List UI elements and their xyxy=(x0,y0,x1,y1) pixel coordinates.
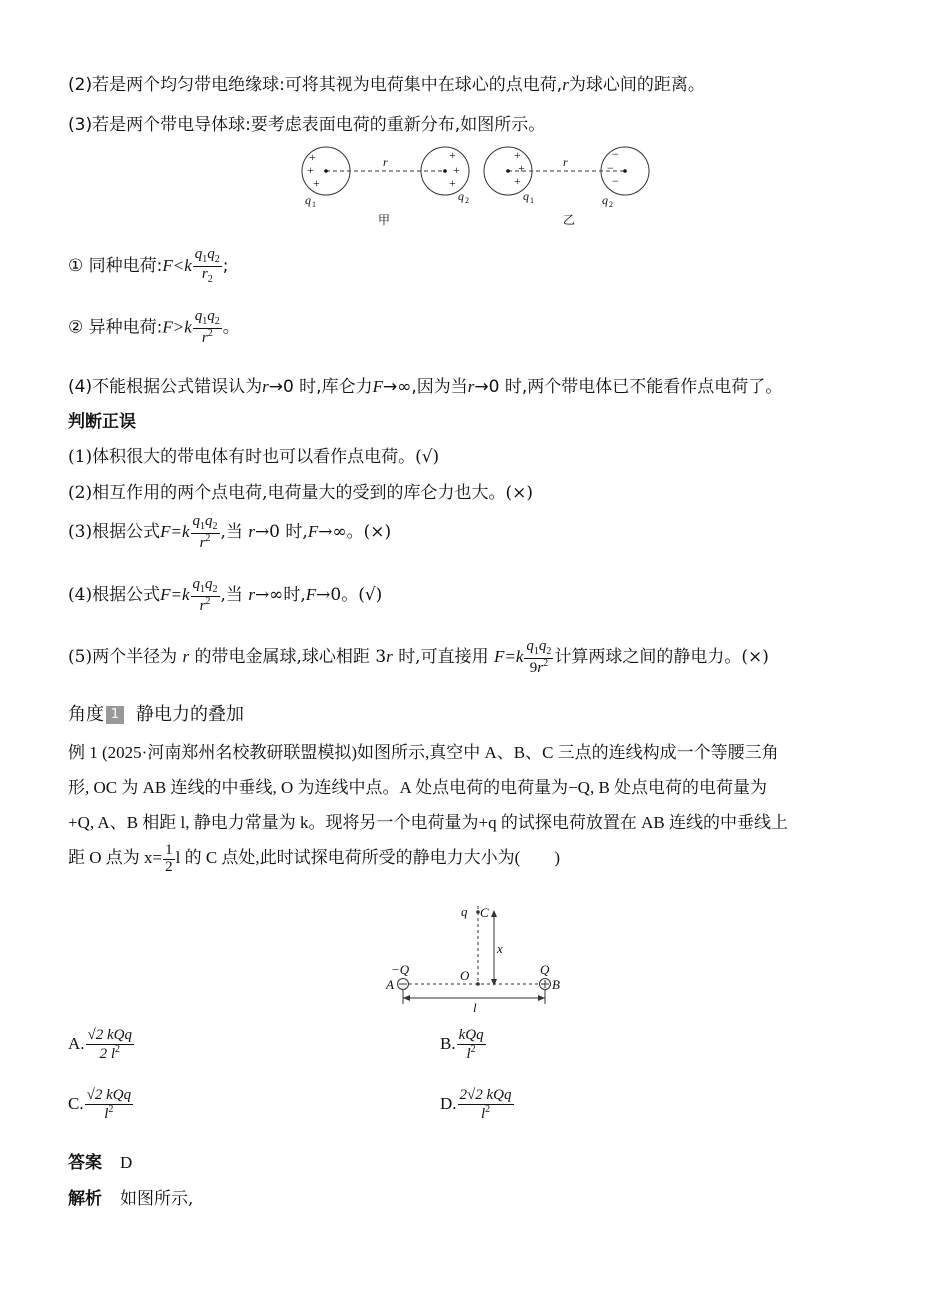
angle-label: 角度 xyxy=(68,704,104,725)
text: →0 时,库仑力 xyxy=(268,377,373,397)
angle-title: 静电力的叠加 xyxy=(136,704,244,725)
text: (3)根据公式 xyxy=(68,522,161,543)
var-r: r xyxy=(248,522,255,542)
den: l xyxy=(104,1105,109,1122)
formula: F=k xyxy=(494,647,524,667)
paragraph-3-text: (3)若是两个带电导体球:要考虑表面电荷的重新分布,如图所示。 xyxy=(68,115,546,135)
option-a-label: A. xyxy=(68,1034,85,1054)
sup: 2 xyxy=(205,595,211,607)
paragraph-2-text: (2)若是两个均匀带电绝缘球:可将其视为电荷集中在球心的点电荷, xyxy=(68,75,563,95)
var-r: r xyxy=(386,647,393,667)
inequality: F<k xyxy=(162,256,192,275)
formula: F=k xyxy=(160,585,190,605)
point-A-label: A xyxy=(386,977,394,992)
judge-item-2: (2)相互作用的两个点电荷,电荷量大的受到的库仑力也大。(×) xyxy=(68,483,533,503)
option-a[interactable] xyxy=(68,1028,135,1063)
minus-sign: − xyxy=(607,161,614,175)
fraction xyxy=(193,309,222,346)
sub: 2 xyxy=(207,273,213,285)
q-label: q xyxy=(461,904,468,919)
q2-label: q xyxy=(602,193,608,207)
text: (4)根据公式 xyxy=(68,585,161,606)
den: l xyxy=(480,1105,486,1122)
fraction xyxy=(191,514,220,551)
analysis-row xyxy=(68,1184,193,1209)
option-b-fraction xyxy=(457,1028,486,1063)
var-r: r xyxy=(467,377,475,396)
den: 2 xyxy=(165,858,173,875)
var-r: r xyxy=(182,647,190,667)
case-same-charge xyxy=(68,247,229,285)
punct: 。 xyxy=(222,317,240,338)
q1: q xyxy=(194,308,203,324)
sub: 2 xyxy=(214,316,220,327)
text: →∞时, xyxy=(254,585,306,606)
figure-triangle-charges xyxy=(383,898,573,1018)
option-c-label: C. xyxy=(68,1094,84,1114)
sub: 1 xyxy=(533,646,539,657)
example-line-2: 形, OC 为 AB 连线的中垂线, O 为连线中点。A 处点电荷的电荷量为−Q, B 处点电荷的电荷量为 xyxy=(68,778,768,797)
sup: 2 xyxy=(470,1043,476,1055)
text: l 的 C 点处,此时试探电荷所受的静电力大小为( ) xyxy=(175,848,561,868)
text: 距 O 点为 x= xyxy=(68,848,163,868)
q1-sub: 1 xyxy=(312,200,316,209)
analysis-text: 如图所示, xyxy=(120,1189,194,1209)
case-diff-charge xyxy=(68,309,240,346)
text: →∞,因为当 xyxy=(382,377,468,397)
analysis-label: 解析 xyxy=(68,1189,102,1209)
den-r: r xyxy=(201,329,208,346)
plus-sign: + xyxy=(309,150,316,164)
answer-label: 答案 xyxy=(68,1153,102,1173)
sub: 1 xyxy=(200,521,205,532)
point-B-label: B xyxy=(552,977,560,992)
q2: q xyxy=(205,576,213,592)
den-r: r xyxy=(201,265,208,282)
den: 2 l xyxy=(99,1045,115,1062)
q1-label: q xyxy=(523,189,529,203)
q1-sub: 1 xyxy=(530,196,534,205)
q1: q xyxy=(526,638,534,654)
den-r: r xyxy=(537,659,544,676)
label-jia: 甲 xyxy=(378,213,391,227)
option-d-fraction xyxy=(458,1088,514,1123)
figure-conductor-spheres xyxy=(295,142,660,234)
minus-Q-label: −Q xyxy=(391,962,410,977)
text: (4)不能根据公式错误认为 xyxy=(68,377,263,397)
angle-number-badge: 1 xyxy=(106,706,124,724)
text: 时,可直接用 xyxy=(398,647,489,668)
text: ,当 xyxy=(220,585,243,606)
sup: 2 xyxy=(205,532,211,544)
plus-sign: + xyxy=(449,176,456,190)
inequality: F>k xyxy=(162,317,192,337)
formula: F=k xyxy=(160,522,190,542)
plus-sign: + xyxy=(514,148,521,162)
example-line-4 xyxy=(68,843,560,876)
q1: q xyxy=(192,576,200,592)
den-r: r xyxy=(199,534,206,551)
option-d-label: D. xyxy=(440,1094,457,1114)
var-F: F xyxy=(307,522,319,542)
q2-sub: 2 xyxy=(465,196,469,205)
sup: 2 xyxy=(207,327,213,339)
text: (5)两个半径为 xyxy=(68,647,178,668)
var-F: F xyxy=(305,585,317,605)
fraction xyxy=(524,639,553,676)
var-r: r xyxy=(248,585,255,605)
fraction-half xyxy=(163,843,175,876)
answer-row xyxy=(68,1148,132,1173)
option-c[interactable] xyxy=(68,1088,134,1123)
option-c-fraction xyxy=(85,1088,133,1123)
var-r: r xyxy=(562,75,569,94)
sub: 2 xyxy=(212,521,218,532)
text: 的带电金属球,球心相距 3 xyxy=(194,647,387,668)
judge-item-3 xyxy=(68,514,391,551)
plus-sign: + xyxy=(518,161,525,175)
point-O-label: O xyxy=(460,968,470,983)
sup: 2 xyxy=(114,1043,120,1055)
sub: 2 xyxy=(214,254,220,265)
label-yi: 乙 xyxy=(563,213,576,227)
q1-label: q xyxy=(305,193,311,207)
text: →∞。(×) xyxy=(318,522,392,543)
point-C-label: C xyxy=(480,905,489,920)
l-label: l xyxy=(473,1000,477,1015)
text: →0 时,两个带电体已不能看作点电荷了。 xyxy=(474,377,783,397)
example-line-3: +Q, A、B 相距 l, 静电力常量为 k。现将另一个电荷量为+q 的试探电荷放置在 AB 连线的中垂线上 xyxy=(68,813,788,832)
plus-sign: + xyxy=(449,148,456,162)
sub: 1 xyxy=(202,316,208,327)
plus-sign: + xyxy=(307,163,314,177)
sub: 1 xyxy=(202,254,208,265)
paragraph-4 xyxy=(68,372,782,397)
den-r: r xyxy=(199,597,206,614)
num: 1 xyxy=(165,842,173,858)
sup: 2 xyxy=(485,1103,491,1115)
num: 2√2 kQq xyxy=(459,1087,512,1103)
q2-label: q xyxy=(458,189,464,203)
fraction xyxy=(191,577,220,614)
minus-sign: − xyxy=(612,174,619,188)
distance-r-label: r xyxy=(383,155,388,169)
q2: q xyxy=(207,246,215,262)
plus-sign: + xyxy=(514,174,521,188)
plus-sign: + xyxy=(313,176,320,190)
den: l xyxy=(466,1045,471,1062)
q2: q xyxy=(207,308,215,324)
option-a-fraction xyxy=(86,1028,134,1063)
example-line-1: 例 1 (2025·河南郑州名校教研联盟模拟)如图所示,真空中 A、B、C 三点的连线构成一个等腰三角 xyxy=(68,743,779,762)
option-b-label: B. xyxy=(440,1034,456,1054)
judge-item-4 xyxy=(68,577,382,614)
sub: 1 xyxy=(200,584,205,595)
option-b[interactable] xyxy=(440,1028,487,1063)
option-d[interactable] xyxy=(440,1088,515,1123)
q2: q xyxy=(538,638,547,654)
answer-value: D xyxy=(120,1153,133,1172)
text: →0 时, xyxy=(254,522,308,543)
sub: 2 xyxy=(212,584,218,595)
judge-item-1: (1)体积很大的带电体有时也可以看作点电荷。(√) xyxy=(68,447,440,467)
case-same-label: ① 同种电荷: xyxy=(68,256,163,276)
case-diff-label: ② 异种电荷: xyxy=(68,317,163,338)
num: kQq xyxy=(458,1027,484,1043)
q2-sub: 2 xyxy=(609,200,613,209)
punct: ; xyxy=(222,256,229,276)
fraction xyxy=(193,247,222,285)
paragraph-2-tail: 为球心间的距离。 xyxy=(568,75,705,95)
angle-heading xyxy=(68,700,244,726)
x-label: x xyxy=(497,941,503,956)
var-r: r xyxy=(262,377,269,396)
q2: q xyxy=(205,513,213,529)
minus-sign: − xyxy=(612,147,619,161)
judge-item-5 xyxy=(68,639,769,676)
den-9: 9 xyxy=(529,659,538,676)
num: √2 kQq xyxy=(87,1027,133,1043)
Q-label: Q xyxy=(540,962,550,977)
text: →0。(√) xyxy=(316,585,383,606)
num: √2 kQq xyxy=(86,1087,132,1103)
sub: 2 xyxy=(546,646,552,657)
plus-sign: + xyxy=(453,163,460,177)
q1: q xyxy=(194,246,203,262)
sup: 2 xyxy=(108,1103,114,1115)
paragraph-3 xyxy=(68,110,545,135)
sup: 2 xyxy=(543,657,549,669)
paragraph-2 xyxy=(68,70,705,95)
var-F: F xyxy=(372,377,383,396)
q1: q xyxy=(192,513,200,529)
text: 计算两球之间的静电力。(×) xyxy=(554,647,769,668)
text: ,当 xyxy=(220,522,243,543)
distance-r-label: r xyxy=(563,155,568,169)
judge-title: 判断正误 xyxy=(68,412,136,432)
